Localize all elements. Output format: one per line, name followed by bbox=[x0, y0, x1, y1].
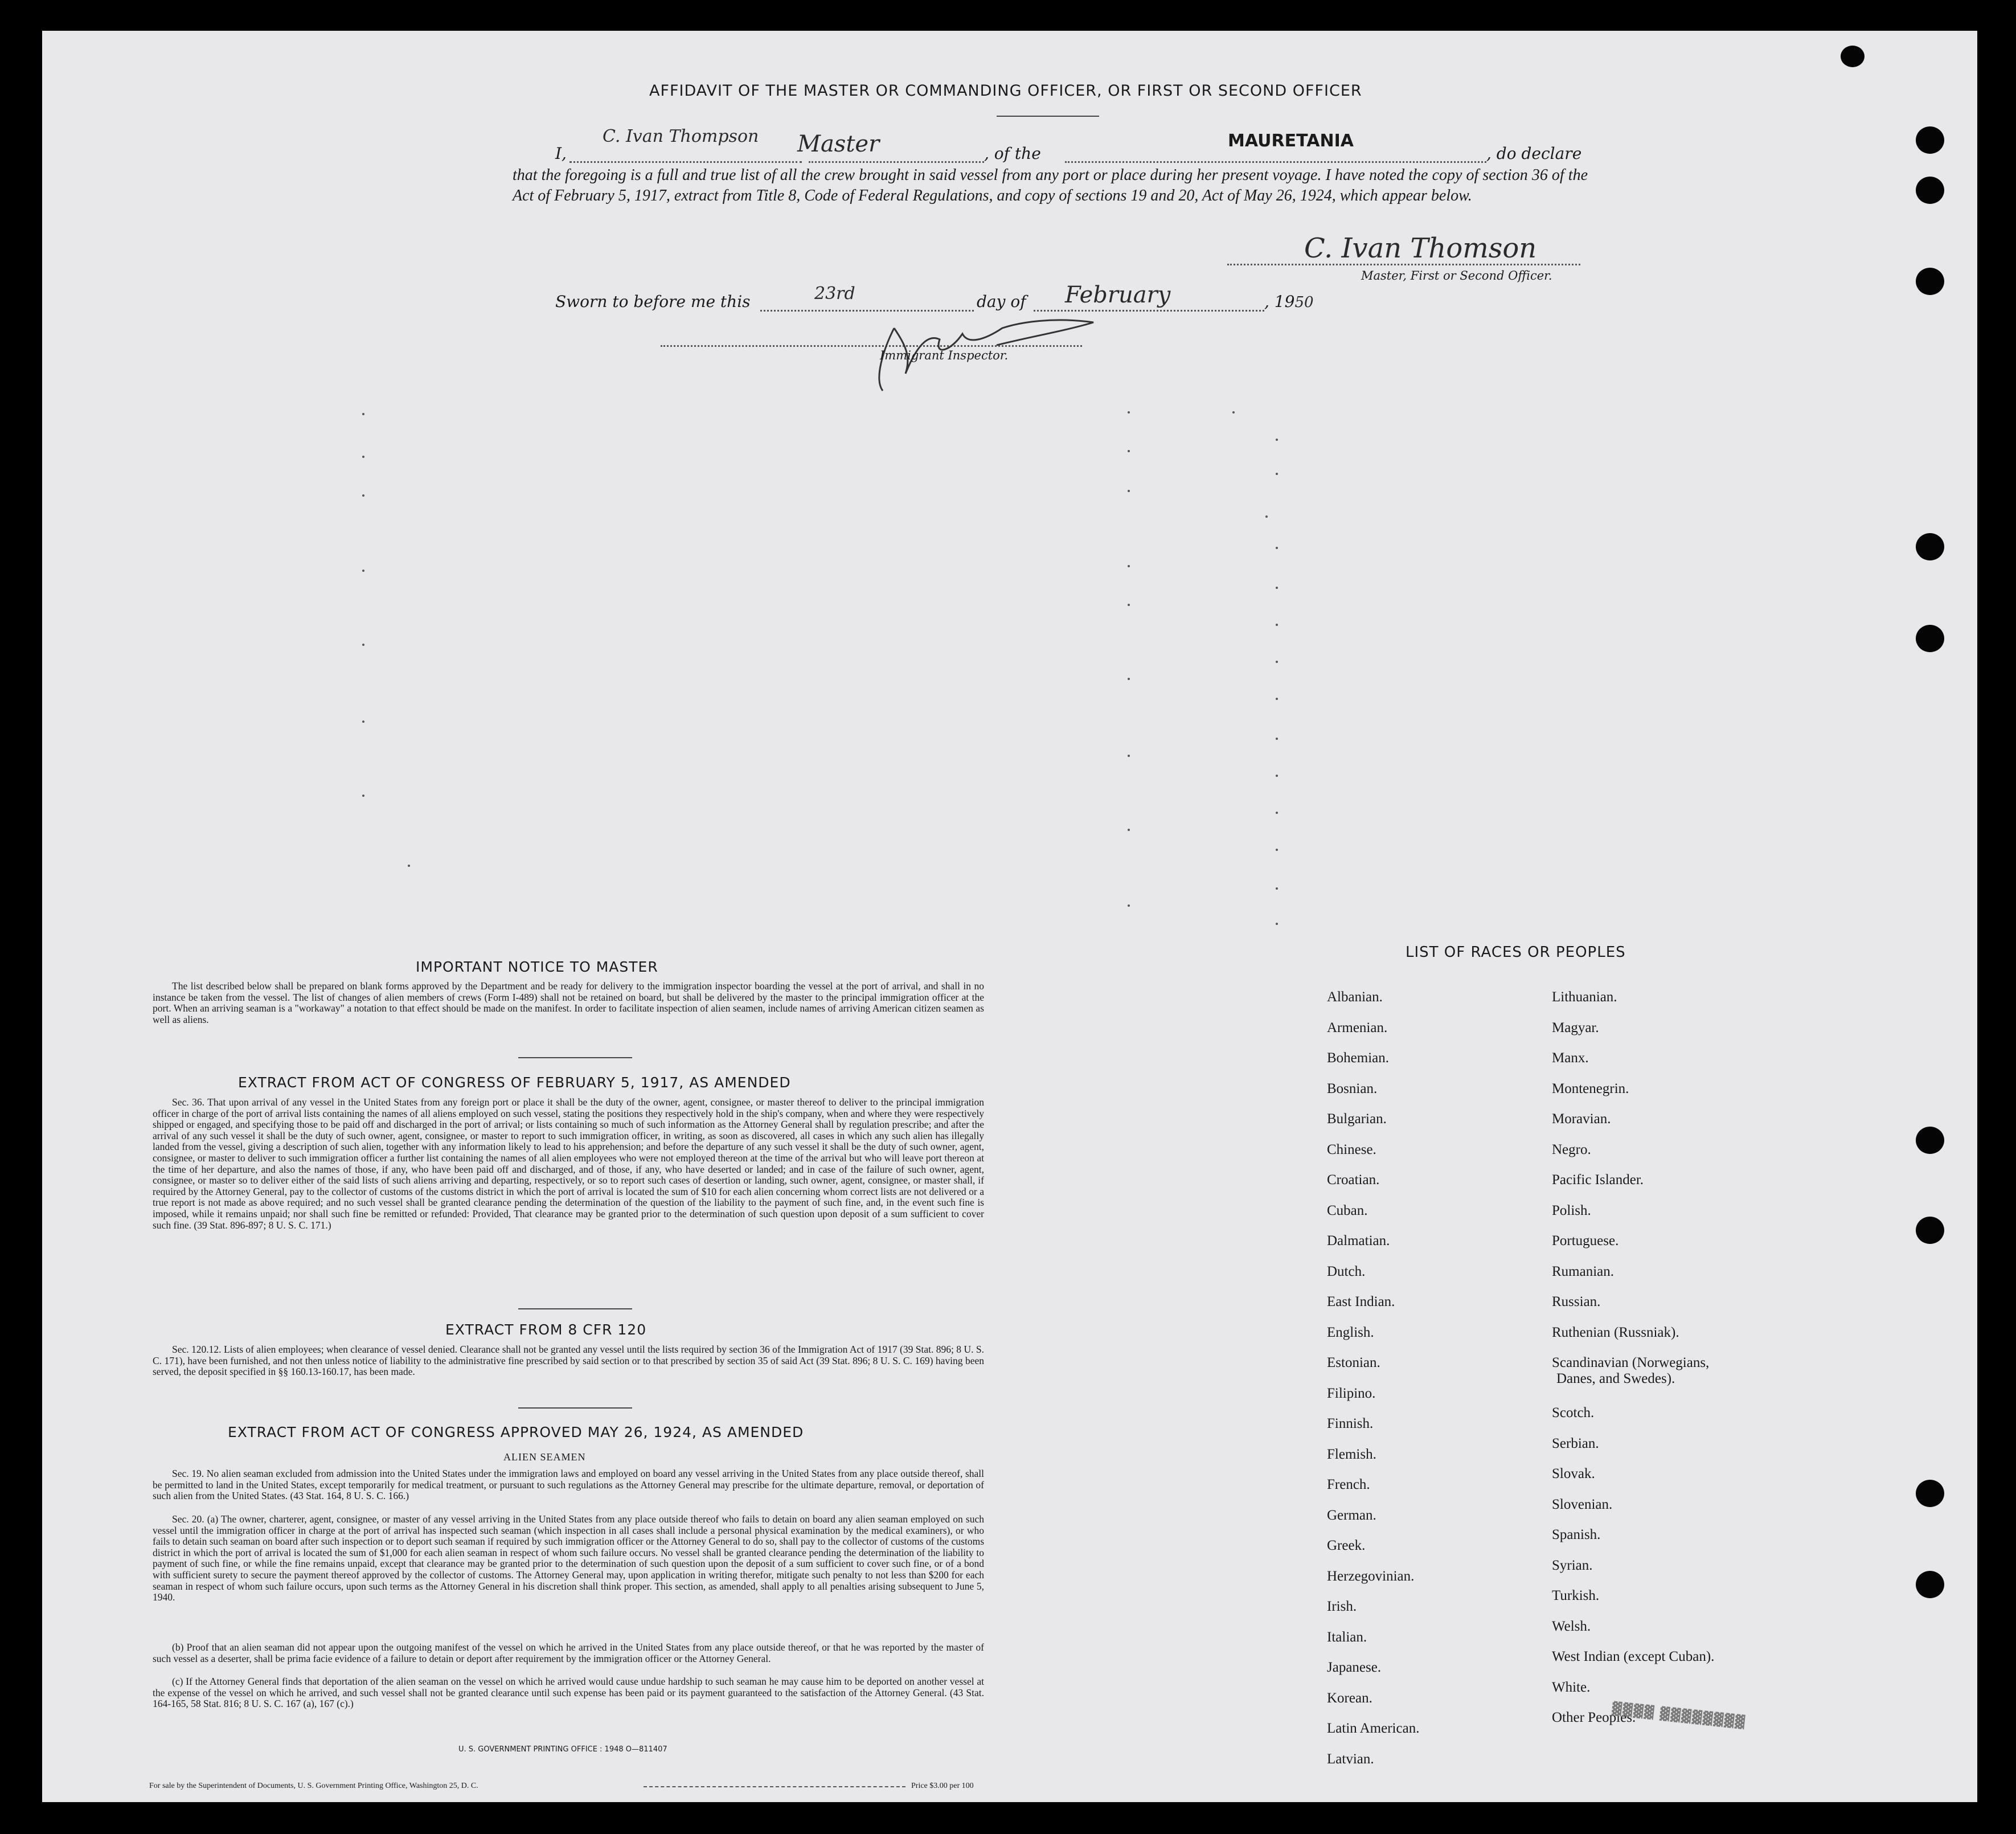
race-item: Other Peoples. bbox=[1552, 1710, 1636, 1725]
scan-speck bbox=[1276, 661, 1278, 663]
punch-hole bbox=[1916, 625, 1944, 652]
race-item: Finnish. bbox=[1327, 1416, 1374, 1431]
scan-speck bbox=[362, 644, 364, 646]
footer-dash-leader bbox=[644, 1786, 905, 1787]
race-item: Filipino. bbox=[1327, 1385, 1376, 1401]
extract-1917-text: Sec. 36. That upon arrival of any vessel in the United States from any foreign port or place it shall be the duty of the owner, agent, consignee, or master thereof to deliver to the principal immigration officer in charge of the port of arrival lists containing the names of all aliens employed on such vessel, stating the positions they respectively hold in the ship's company, when and where they were respectively shipped or engaged, and specifying those to be paid off and discharged in the port of arrival; or lists containing so much of such information as the Attorney General shall by regulation prescribe; and after the arrival of any such vessel it shall be the duty of such owner, agent, consignee, or master to report to such immigration officer, in writing, as soon as discovered, all cases in which any such alien has illegally landed from the vessel, giving a description of such alien, together with any information likely to lead to his apprehension; and before the departure of any such vessel it shall be the duty of such owner, agent, consignee, or master to deliver to such immigration officer a further list containing the names of all alien employees who were not employed thereon at the time of the arrival but who will leave port thereon at the time of her departure, and also the names of those, if any, who have been paid off and discharged, and of those, if any, who have deserted or landed; and in case of the failure of such owner, agent, consignee, or master so to deliver either of the said lists of such aliens arriving and departing, respectively, or so to report such cases of desertion or landing, such owner, agent, consignee, or master shall, if required by the Attorney General, pay to the collector of customs of the customs district in which the port of arrival is located the sum of $10 for each alien concerning whom correct lists are not delivered or a true report is not made as above required; and no such vessel shall be granted clearance pending the determination of the question of the liability to the payment of such fine, and, in the event such fine is imposed, while it remains unpaid; nor shall such fine be remitted or refunded: Provided, That clearance may be granted prior to the determination of such question upon deposit of a sum sufficient to cover such fine. (39 Stat. 896-897; 8 U. S. C. 171.) bbox=[153, 1096, 984, 1231]
vessel-name: MAURETANIA bbox=[1228, 131, 1354, 151]
scan-speck bbox=[1276, 587, 1278, 589]
scan-speck bbox=[1128, 490, 1130, 492]
section-divider bbox=[518, 1057, 632, 1058]
scan-speck bbox=[1276, 738, 1278, 740]
sworn-label: Sworn to before me this bbox=[555, 292, 751, 311]
race-item: Lithuanian. bbox=[1552, 989, 1617, 1005]
scan-speck bbox=[1265, 515, 1268, 518]
scan-speck bbox=[1128, 411, 1130, 414]
race-item: Bohemian. bbox=[1327, 1050, 1390, 1066]
race-item: Pacific Islander. bbox=[1552, 1172, 1644, 1188]
of-the-label: , of the bbox=[984, 144, 1041, 163]
scan-speck bbox=[362, 456, 364, 458]
punch-hole bbox=[1916, 1127, 1944, 1154]
race-item: Scotch. bbox=[1552, 1405, 1595, 1420]
scan-speck bbox=[1128, 829, 1130, 831]
day-of-label: day of bbox=[977, 292, 1026, 311]
scan-speck bbox=[1276, 849, 1278, 851]
races-column-1 bbox=[1327, 989, 1419, 1782]
race-item: West Indian (except Cuban). bbox=[1552, 1649, 1715, 1664]
race-item: Dalmatian. bbox=[1327, 1233, 1390, 1248]
race-item: Syrian. bbox=[1552, 1557, 1593, 1573]
extract-1924-subsection-c: (c) If the Attorney General finds that deportation of the alien seaman on the vessel on which he arrived would cause undue hardship to such seaman he may cause him to be deported on another vessel at the expense of the vessel on which he arrived, and such vessel shall not be granted clearance until such expense has been paid or its payment guaranteed to the satisfaction of the Attorney General. (43 Stat. 164-165, 58 Stat. 816; 8 U. S. C. 167 (a), 167 (c).) bbox=[153, 1676, 984, 1710]
notice-text: The list described below shall be prepared on blank forms approved by the Department and be ready for delivery to the immigration inspector boarding the vessel at the port of arrival, and shall in no instance be taken from the vessel. The list of changes of alien members of crews (Form I-489) shall not be retained on board, but shall be delivered by the master to the principal immigration officer at the port. When an arriving seaman is a "workaway" a notation to that effect should be made on the manifest. In order to facilitate inspection of alien seamen, include names of arriving American citizen seamen as well as aliens. bbox=[153, 980, 984, 1025]
punch-hole bbox=[1916, 126, 1944, 154]
notice-title: IMPORTANT NOTICE TO MASTER bbox=[416, 959, 658, 975]
scan-speck bbox=[1276, 624, 1278, 626]
punch-hole bbox=[1916, 1217, 1944, 1244]
gpo-imprint: U. S. GOVERNMENT PRINTING OFFICE : 1948 O—811407 bbox=[458, 1745, 667, 1754]
scan-speck bbox=[362, 570, 364, 572]
race-item: Japanese. bbox=[1327, 1660, 1382, 1675]
master-name-handwritten: C. Ivan Thompson bbox=[603, 126, 759, 146]
scan-speck bbox=[1276, 439, 1278, 441]
year-prefix bbox=[1264, 292, 1314, 311]
race-item: Italian. bbox=[1327, 1629, 1367, 1645]
scan-speck bbox=[1128, 565, 1130, 567]
scan-speck bbox=[1128, 678, 1130, 680]
scan-speck bbox=[1276, 698, 1278, 700]
race-item: Danes, and Swedes). bbox=[1556, 1371, 1675, 1386]
inspector-caption: Immigrant Inspector. bbox=[880, 349, 1009, 362]
alien-seamen-subtitle: ALIEN SEAMEN bbox=[503, 1451, 586, 1463]
scan-speck bbox=[362, 494, 364, 497]
race-item: Rumanian. bbox=[1552, 1263, 1615, 1279]
affidavit-title: AFFIDAVIT OF THE MASTER OR COMMANDING OFFICER, OR FIRST OR SECOND OFFICER bbox=[649, 82, 1362, 100]
scan-speck bbox=[362, 413, 364, 415]
race-item: Croatian. bbox=[1327, 1172, 1380, 1188]
race-item: Turkish. bbox=[1552, 1588, 1600, 1603]
section-divider bbox=[518, 1308, 632, 1309]
race-item: Negro. bbox=[1552, 1141, 1591, 1157]
scan-speck bbox=[1276, 547, 1278, 549]
do-declare-label: , do declare bbox=[1486, 144, 1582, 163]
race-item: Chinese. bbox=[1327, 1141, 1376, 1157]
race-item: Montenegrin. bbox=[1552, 1080, 1629, 1096]
master-signature: C. Ivan Thomson bbox=[1304, 232, 1537, 264]
race-item: East Indian. bbox=[1327, 1294, 1395, 1309]
extract-1924-sec19: Sec. 19. No alien seaman excluded from admission into the United States under the immigration laws and employed on board any vessel arriving in the United States from any place outside thereof, shall be permitted to land in the United States, except temporarily for medical treatment, or pursuant to such regulations as the Attorney General may prescribe for the ultimate departure, removal, or deportation of such alien from the United States. (43 Stat. 164, 8 U. S. C. 166.) bbox=[153, 1468, 984, 1502]
race-item: German. bbox=[1327, 1507, 1376, 1523]
sworn-year-handwritten: 50 bbox=[1294, 294, 1314, 311]
race-item: Korean. bbox=[1327, 1690, 1372, 1706]
scan-speck bbox=[1128, 604, 1130, 606]
race-item: Manx. bbox=[1552, 1050, 1589, 1066]
scan-speck bbox=[1128, 755, 1130, 757]
affidavit-i-label: I, bbox=[555, 144, 567, 163]
race-item: Spanish. bbox=[1552, 1527, 1601, 1542]
scan-speck bbox=[362, 795, 364, 797]
extract-1924-subsection-b: (b) Proof that an alien seaman did not appear upon the outgoing manifest of the vessel on which he arrived in the United States from any place outside thereof, or that he was reported by the master of such vessel as a deserter, shall be prima facie evidence of a failure to detain or deport after requirement by the immigration officer or the Attorney General. bbox=[153, 1641, 984, 1664]
race-item: Estonian. bbox=[1327, 1355, 1380, 1370]
title-underline bbox=[997, 116, 1099, 117]
race-item: Russian. bbox=[1552, 1294, 1601, 1309]
race-item: Latvian. bbox=[1327, 1751, 1374, 1767]
sworn-day-handwritten: 23rd bbox=[814, 284, 855, 304]
section-divider bbox=[518, 1407, 632, 1409]
races-title: LIST OF RACES OR PEOPLES bbox=[1406, 944, 1626, 961]
vessel-blank bbox=[1065, 161, 1486, 163]
rank-handwritten: Master bbox=[797, 131, 880, 157]
extract-1924-title: EXTRACT FROM ACT OF CONGRESS APPROVED MAY 26, 1924, AS AMENDED bbox=[228, 1424, 804, 1440]
footer-price: Price $3.00 per 100 bbox=[911, 1782, 974, 1790]
faint-stamp-impression: ▓▓▓▓ ▓▓▓▓▓▓▓▓ bbox=[1611, 1701, 1747, 1730]
signature-caption: Master, First or Second Officer. bbox=[1361, 269, 1552, 283]
scan-speck bbox=[1276, 473, 1278, 475]
race-item: Latin American. bbox=[1327, 1721, 1420, 1736]
year-prefix-text: , 19 bbox=[1264, 292, 1295, 311]
punch-hole bbox=[1916, 1571, 1944, 1598]
extract-8cfr-text: Sec. 120.12. Lists of alien employees; when clearance of vessel denied. Clearance shall not be granted any vessel until the lists required by section 36 of the Immigration Act of 1917 (39 Stat. 896; 8 U. S. C. 171), have been furnished, and not then unless notice of liability to the administrative fine prescribed by said section or to that prescribed by section 35 of said Act (39 Stat. 896; 8 U. S. C. 169) having been served, the deposit specified in §§ 160.13-160.17, has been made. bbox=[153, 1344, 984, 1378]
name-blank bbox=[569, 161, 802, 163]
race-item: Herzegovinian. bbox=[1327, 1568, 1415, 1584]
races-column-2 bbox=[1552, 989, 1714, 1741]
race-item: Slovak. bbox=[1552, 1466, 1595, 1481]
sworn-month-handwritten: February bbox=[1065, 282, 1171, 308]
punch-hole bbox=[1916, 268, 1944, 295]
race-item: Polish. bbox=[1552, 1202, 1591, 1218]
race-item: Magyar. bbox=[1552, 1020, 1599, 1035]
scan-speck bbox=[362, 720, 364, 723]
race-item: Bosnian. bbox=[1327, 1080, 1378, 1096]
race-item: Bulgarian. bbox=[1327, 1111, 1387, 1127]
race-item: Cuban. bbox=[1327, 1202, 1368, 1218]
race-item: French. bbox=[1327, 1477, 1370, 1492]
punch-hole bbox=[1916, 1480, 1944, 1507]
scan-speck bbox=[1232, 411, 1235, 414]
race-item: Armenian. bbox=[1327, 1020, 1388, 1035]
race-item: Irish. bbox=[1327, 1599, 1357, 1614]
race-item: Portuguese. bbox=[1552, 1233, 1619, 1248]
affidavit-statement: that the foregoing is a full and true list of all the crew brought in said vessel from any port or place during her present voyage. I have noted the copy of section 36 of the Act of February 5, 1917, extract from Title 8, Code of Federal Regulations, and copy of sections 19 and 20, Act of May 26, 1924, which appear below. bbox=[513, 166, 1588, 205]
race-item: Scandinavian (Norwegians, bbox=[1552, 1355, 1710, 1370]
race-item: English. bbox=[1327, 1324, 1374, 1340]
punch-hole bbox=[1916, 177, 1944, 204]
race-item: White. bbox=[1552, 1679, 1591, 1695]
race-item: Moravian. bbox=[1552, 1111, 1611, 1127]
rank-blank bbox=[809, 161, 984, 163]
punch-hole bbox=[1841, 46, 1865, 67]
extract-1917-title: EXTRACT FROM ACT OF CONGRESS OF FEBRUARY 5, 1917, AS AMENDED bbox=[238, 1074, 791, 1091]
race-item: Greek. bbox=[1327, 1538, 1366, 1553]
extract-8cfr-title: EXTRACT FROM 8 CFR 120 bbox=[445, 1321, 647, 1338]
scan-speck bbox=[1128, 904, 1130, 907]
race-item: Albanian. bbox=[1327, 989, 1383, 1005]
race-item: Flemish. bbox=[1327, 1446, 1376, 1462]
race-item: Slovenian. bbox=[1552, 1496, 1613, 1512]
scan-speck bbox=[1276, 923, 1278, 925]
race-item: Serbian. bbox=[1552, 1435, 1599, 1451]
scan-speck bbox=[1276, 887, 1278, 890]
race-item: Welsh. bbox=[1552, 1618, 1591, 1634]
race-item: Dutch. bbox=[1327, 1263, 1366, 1279]
extract-1924-sec20: Sec. 20. (a) The owner, charterer, agent, consignee, or master of any vessel arriving in the United States from any place outside thereof who fails to detain on board any alien seaman employed on such vessel until the immigration officer in charge at the port of arrival has inspected such seaman (which inspection in all cases shall include a personal physical examination by the medical examiners), or who fails to detain such seaman on board after such inspection or to deport such seaman if required by such immigration officer or the Attorney General to do so, shall pay to the collector of customs of the customs district in which the port of arrival is located the sum of $1,000 for each alien seaman in respect of whom such failure occurs. No vessel shall be granted clearance pending the determination of the liability to payment of such fine, or while the fine remains unpaid, except that clearance may be granted prior to the determination of such question upon the deposit of a sum sufficient to cover such fine, or of a bond with sufficient surety to secure the payment thereof approved by the collector of customs. The Attorney General may, upon application in writing therefor, mitigate such penalty to not less than $200 for each seaman in respect of whom such failure occurs, upon such terms as the Attorney General in his discretion shall think proper. This section, as amended, shall apply to all penalties arising subsequent to June 5, 1940. bbox=[153, 1513, 984, 1603]
footer-sale-notice: For sale by the Superintendent of Documents, U. S. Government Printing Office, Washington 25, D. C. bbox=[149, 1782, 478, 1790]
scan-speck bbox=[1128, 450, 1130, 452]
scan-speck bbox=[408, 865, 410, 867]
race-item: Ruthenian (Russniak). bbox=[1552, 1324, 1679, 1340]
scan-speck bbox=[1276, 775, 1278, 777]
scan-speck bbox=[1276, 812, 1278, 814]
punch-hole bbox=[1916, 533, 1944, 560]
